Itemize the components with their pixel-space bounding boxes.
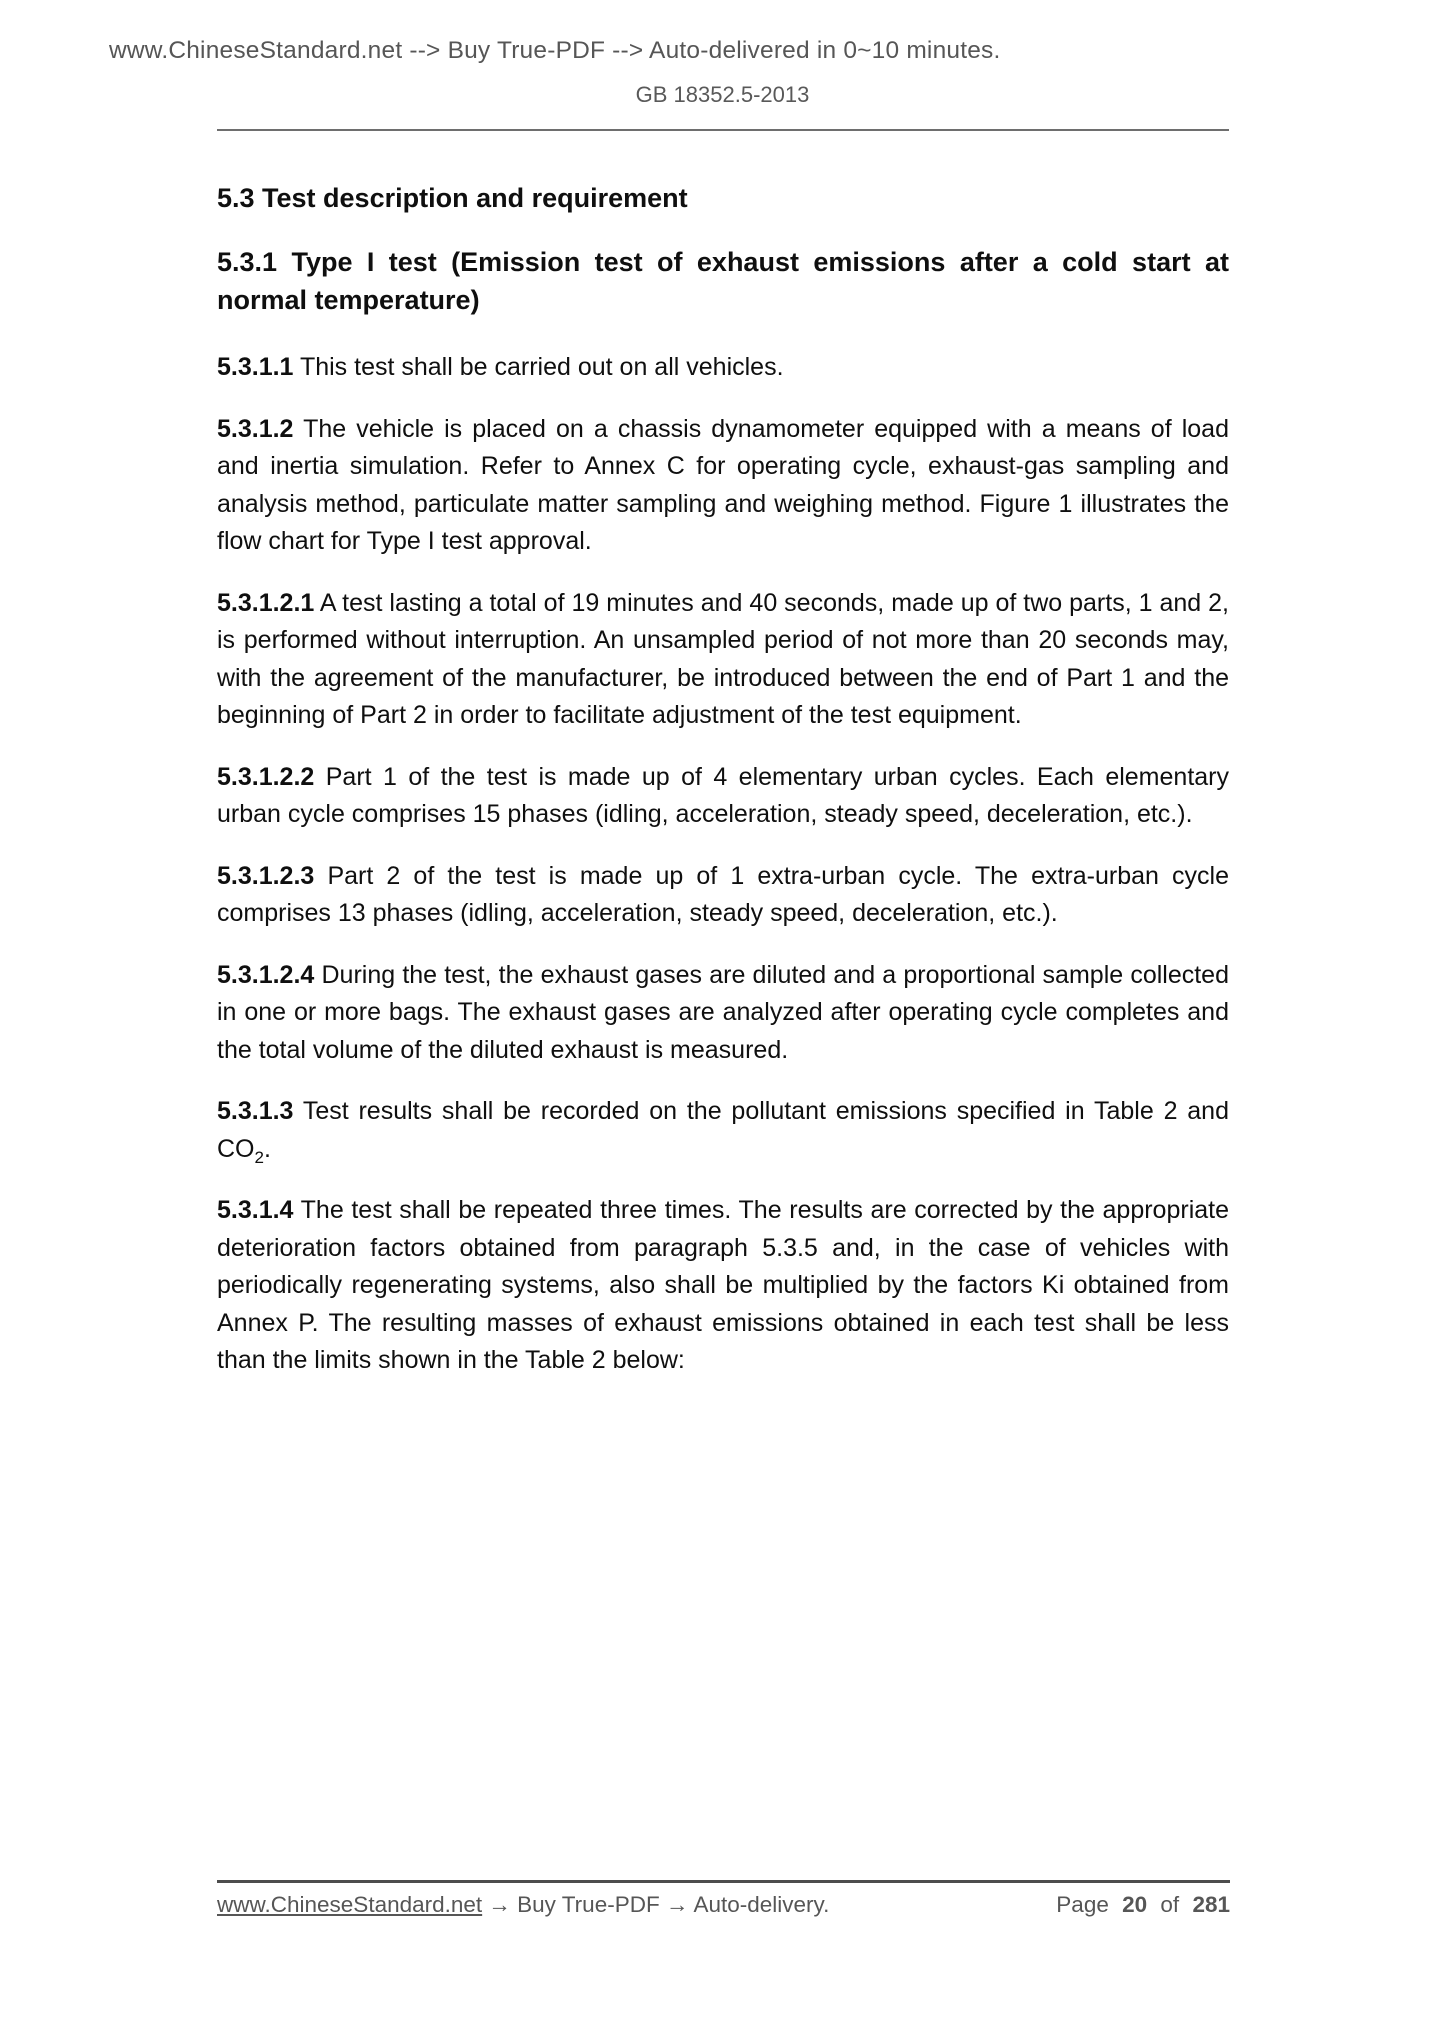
footer-divider xyxy=(217,1880,1230,1883)
section-number: 5.3.1.2.1 xyxy=(217,588,315,617)
page-header xyxy=(0,0,1445,131)
paragraph-text: This test shall be carried out on all vehicles. xyxy=(299,353,784,381)
paragraph xyxy=(217,411,1229,561)
paragraph-text: . xyxy=(263,1134,271,1163)
page-footer xyxy=(217,1880,1230,1918)
paragraph xyxy=(217,759,1229,834)
current-page-number: 20 xyxy=(1122,1892,1148,1917)
paragraph-text: A test lasting a total of 19 minutes and 40 seconds, made up of two parts, 1 and 2, is performed without interruption. An unsampled period of not more than 20 seconds may, with the agreement of the manufacturer, be introduced between the end of Part 1 and the beginning of Part 2 in order to facilitate adjustment of the test equipment. xyxy=(217,588,1229,729)
section-number: 5.3.1.1 xyxy=(217,353,294,381)
paragraph xyxy=(217,349,1229,387)
of-label: of xyxy=(1160,1892,1180,1917)
paragraph-text: Part 1 of the test is made up of 4 elementary urban cycles. Each elementary urban cycle comprises 15 phases (idling, acceleration, steady speed, deceleration, etc.). xyxy=(217,762,1229,828)
paragraph xyxy=(217,858,1229,933)
document-body xyxy=(217,181,1229,1380)
paragraph xyxy=(217,1192,1229,1380)
section-number: 5.3.1.2 xyxy=(217,414,294,443)
paragraph-text: Test results shall be recorded on the pollutant emissions specified in Table 2 and CO xyxy=(217,1097,1229,1163)
section-number: 5.3.1.2.4 xyxy=(217,960,315,989)
footer-site-link[interactable]: www.ChineseStandard.net xyxy=(217,1892,483,1917)
page-label: Page xyxy=(1056,1892,1109,1917)
footer-pagination xyxy=(1049,1892,1230,1918)
paragraph-list xyxy=(217,349,1229,1380)
footer-tagline: → Buy True-PDF → Auto-delivery. xyxy=(482,1892,830,1917)
paragraph xyxy=(217,957,1229,1070)
subscript-text: 2 xyxy=(254,1147,264,1167)
paragraph-text: The vehicle is placed on a chassis dynamometer equipped with a means of load and inertia simulation. Refer to Annex C for operating cycle, exhaust-gas sampling and analysis method, particulate matter sampling and weighing method. Figure 1 illustrates the flow chart for Type I test approval. xyxy=(217,414,1229,555)
paragraph xyxy=(217,1093,1229,1168)
section-heading: 5.3 Test description and requirement xyxy=(217,183,688,213)
paragraph xyxy=(217,585,1229,735)
footer-source xyxy=(217,1892,829,1918)
paragraph-text: Part 2 of the test is made up of 1 extra-urban cycle. The extra-urban cycle comprises 13 phases (idling, acceleration, steady speed, deceleration, etc.). xyxy=(217,861,1229,927)
subsection-heading: 5.3.1 Type I test (Emission test of exhaust emissions after a cold start at normal temperature) xyxy=(217,247,1229,315)
section-number: 5.3.1.4 xyxy=(217,1196,294,1224)
section-number: 5.3.1.2.3 xyxy=(217,861,315,890)
header-banner: www.ChineseStandard.net --> Buy True-PDF --> Auto-delivered in 0~10 minutes. xyxy=(109,37,1001,64)
section-number: 5.3.1.2.2 xyxy=(217,762,315,791)
standard-number: GB 18352.5-2013 xyxy=(635,82,810,107)
paragraph-text: During the test, the exhaust gases are diluted and a proportional sample collected in one or more bags. The exhaust gases are analyzed after operating cycle completes and the total volume of the diluted exhaust is measured. xyxy=(217,960,1229,1064)
section-number: 5.3.1.3 xyxy=(217,1097,294,1125)
footer-row xyxy=(217,1892,1230,1918)
header-divider xyxy=(217,129,1229,131)
total-page-count: 281 xyxy=(1192,1892,1230,1917)
paragraph-text: The test shall be repeated three times. The results are corrected by the appropriate deterioration factors obtained from paragraph 5.3.5 and, in the case of vehicles with periodically regenerating systems, also shall be multiplied by the factors Ki obtained from Annex P. The resulting masses of exhaust emissions obtained in each test shall be less than the limits shown in the Table 2 below: xyxy=(217,1196,1230,1374)
